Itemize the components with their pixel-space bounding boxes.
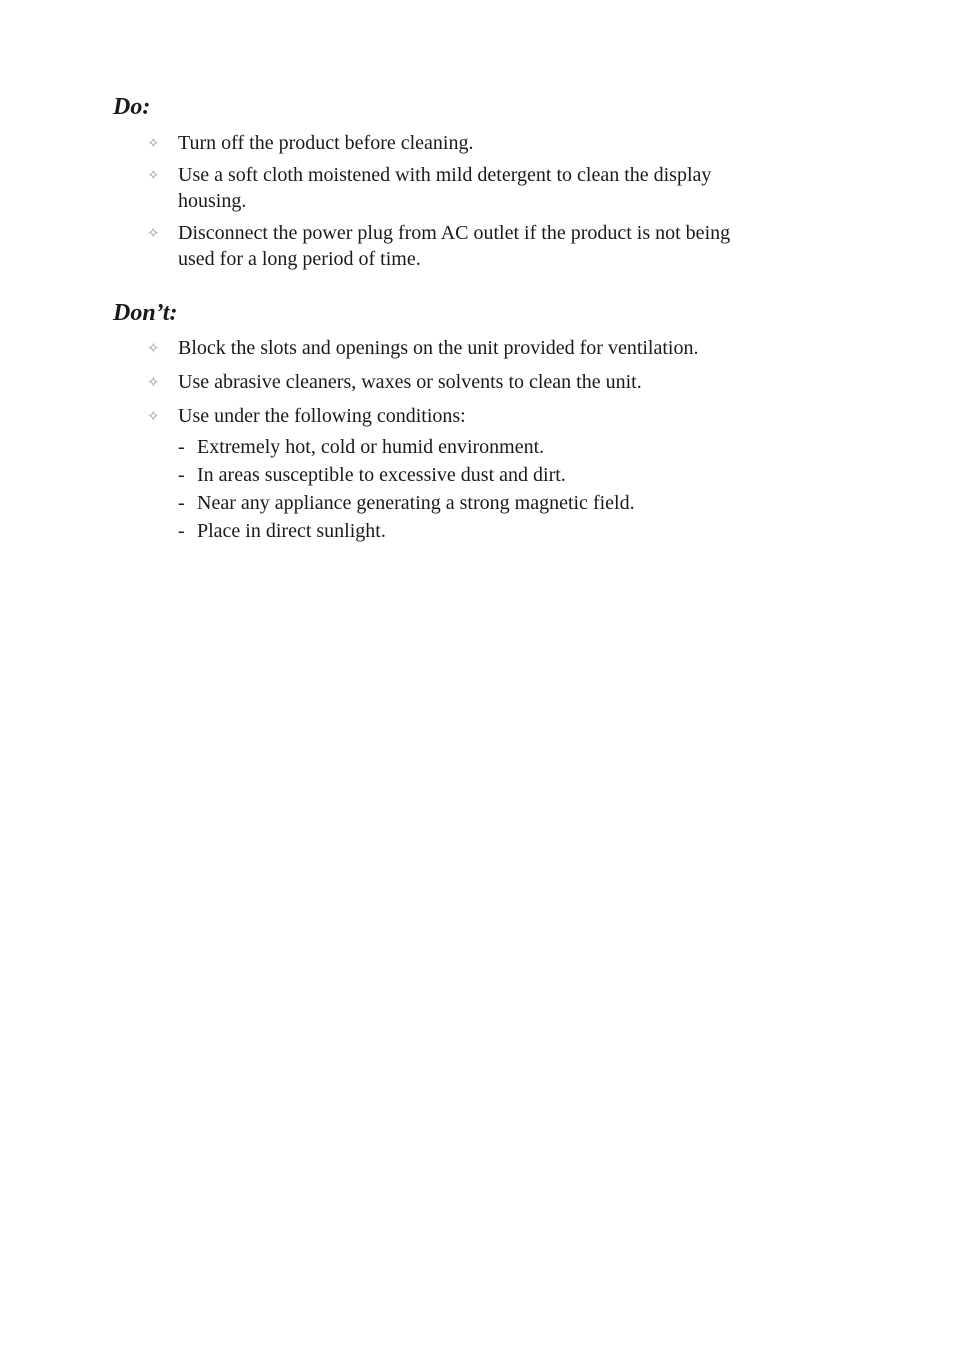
conditions-list [178, 433, 767, 545]
bullet-icon: ✧ [147, 373, 160, 391]
dont-item-text: Use abrasive cleaners, waxes or solvents to clean the unit. [178, 371, 642, 393]
bullet-icon: ✧ [147, 166, 160, 184]
list-item [147, 130, 767, 156]
dont-heading: Don’t: [113, 300, 178, 326]
bullet-icon: ✧ [147, 224, 160, 242]
dash-marker: - [178, 436, 185, 458]
condition-text: Extremely hot, cold or humid environment. [197, 436, 545, 458]
condition-text: Place in direct sunlight. [197, 520, 386, 542]
condition-item [178, 461, 767, 489]
list-item [147, 403, 767, 545]
do-item-text: Turn off the product before cleaning. [178, 132, 474, 154]
condition-item [178, 489, 767, 517]
condition-text: In areas susceptible to excessive dust and dirt. [197, 464, 566, 486]
bullet-icon: ✧ [147, 134, 160, 152]
list-item [147, 162, 767, 214]
dont-item-text: Block the slots and openings on the unit provided for ventilation. [178, 337, 699, 359]
bullet-icon: ✧ [147, 407, 160, 425]
dont-item-text: Use under the following conditions: [178, 405, 466, 427]
list-item [147, 369, 767, 395]
dash-marker: - [178, 464, 185, 486]
do-item-text: Use a soft cloth moistened with mild detergent to clean the display housing. [178, 164, 712, 212]
dash-marker: - [178, 492, 185, 514]
do-heading: Do: [113, 94, 151, 120]
list-item [147, 335, 767, 361]
dash-marker: - [178, 520, 185, 542]
dont-list [147, 335, 767, 553]
do-list [147, 130, 767, 278]
do-item-text: Disconnect the power plug from AC outlet if the product is not being used for a long period of time. [178, 222, 731, 270]
list-item [147, 220, 767, 272]
bullet-icon: ✧ [147, 339, 160, 357]
condition-item [178, 433, 767, 461]
condition-item [178, 517, 767, 545]
condition-text: Near any appliance generating a strong magnetic field. [197, 492, 635, 514]
